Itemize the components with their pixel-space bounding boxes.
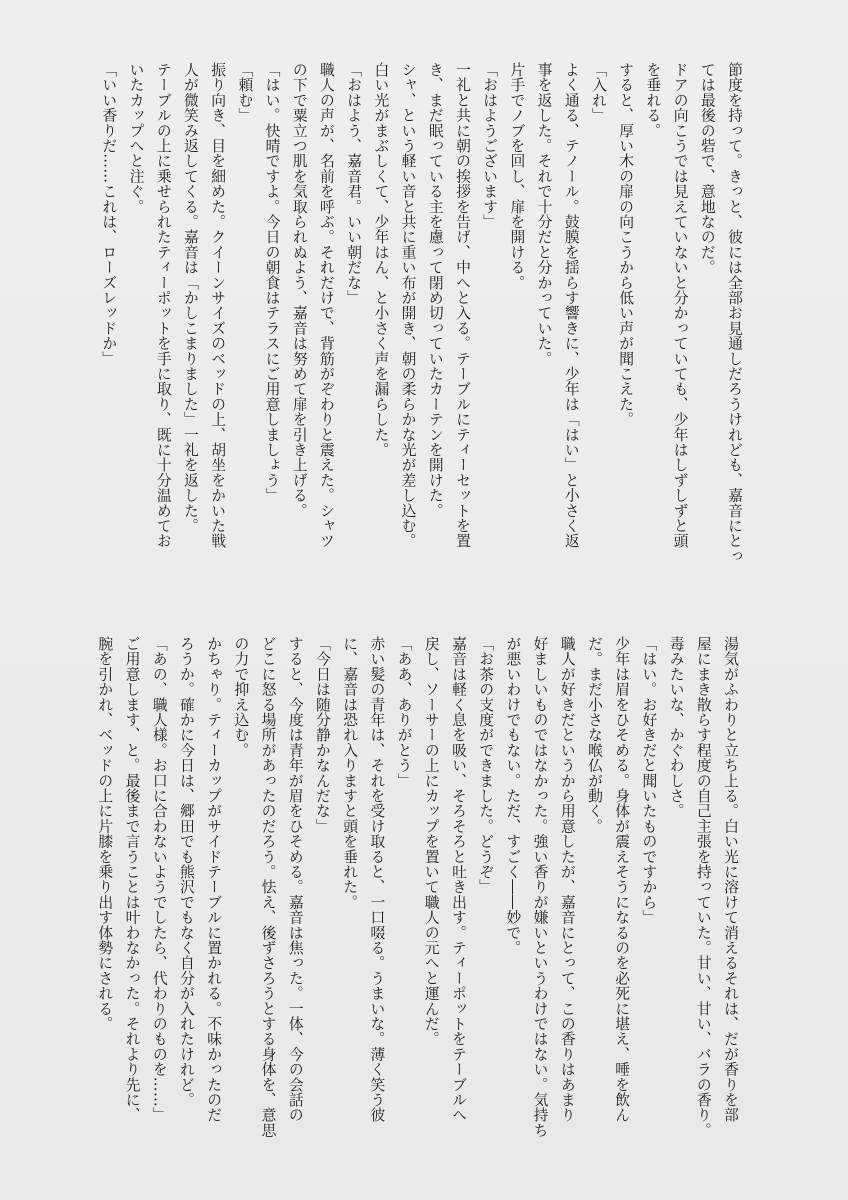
text-line: 職人が好きだというから用意したが、嘉音にとって、この香りはあまり xyxy=(558,636,576,1123)
text-line: 「おはよう、嘉音君。いい朝だな」 xyxy=(345,62,363,306)
text-line: テーブルの上に乗せられたティーポットを手に取り、既に十分温めてお xyxy=(154,62,172,549)
text-line: 「はい。快晴ですよ。今日の朝食はテラスにご用意しましょう」 xyxy=(263,62,281,503)
text-line: かちゃり。ティーカップがサイドテーブルに置かれる。不味かったのだ xyxy=(205,636,223,1123)
text-line: の力で抑え込む。 xyxy=(232,636,250,758)
text-line: 一礼と共に朝の挨拶を告げ、中へと入る。テーブルにティーセットを置 xyxy=(453,62,471,549)
text-line: シャ、という軽い音と共に重い布が開き、朝の柔らかな光が差し込む。 xyxy=(399,62,417,549)
text-line: ては最後の砦で、意地なのだ。 xyxy=(698,62,716,275)
lower-text-block xyxy=(91,636,744,1156)
text-line: いたカップへと注ぐ。 xyxy=(127,62,145,214)
text-line: 好ましいものではなかった。強い香りが嫌いというわけではない。気持ち xyxy=(531,636,549,1138)
upper-text-block xyxy=(95,62,748,582)
text-line: だ。まだ小さな喉仏が動く。 xyxy=(585,636,603,834)
text-line: どこに怒る場所があったのだろう。怯え、後ずさろうとする身体を、意思 xyxy=(259,636,277,1138)
text-line: 屋にまき散らす程度の自己主張を持っていた。甘い、甘い、バラの香り。 xyxy=(694,636,712,1138)
text-line: 事を返した。それで十分だと分かっていた。 xyxy=(535,62,553,366)
text-line: 白い光がまぶしくて、少年はん、と小さく声を漏らした。 xyxy=(372,62,390,458)
text-line: の下で粟立つ肌を気取られぬよう、嘉音は努めて扉を引き上げる。 xyxy=(290,62,308,518)
text-line: 「頼む」 xyxy=(236,62,254,123)
text-line: ご用意します、と。最後まで言うことは叶わなかった。それより先に、 xyxy=(123,636,141,1123)
text-line: すると、厚い木の扉の向こうから低い声が聞こえた。 xyxy=(617,62,635,427)
text-line: 「今日は随分静かなんだな」 xyxy=(313,636,331,834)
text-line: 嘉音は軽く息を吸い、そろそろと吐き出す。ティーポットをテーブルへ xyxy=(449,636,467,1123)
text-line: 人が微笑み返してくる。嘉音は「かしこまりました」一礼を返した。 xyxy=(181,62,199,534)
text-line: 赤い髪の青年は、それを受け取ると、一口啜る。うまいな。薄く笑う彼 xyxy=(368,636,386,1123)
text-line: き、まだ眠っている主を慮って閉め切っていたカーテンを開けた。 xyxy=(426,62,444,518)
text-line: 節度を持って。きっと、彼には全部お見通しだろうけれども、嘉音にとっ xyxy=(726,62,743,564)
text-line: 職人の声が、名前を呼ぶ。それだけで、背筋がぞわりと震えた。シャツ xyxy=(317,62,335,549)
text-line: 振り向き、目を細めた。クイーンサイズのベッドの上、胡坐をかいた戦 xyxy=(209,62,227,549)
text-line: 「入れ」 xyxy=(589,62,607,123)
text-line: よく通る、テノール。鼓膜を揺らす響きに、少年は「はい」と小さく返 xyxy=(562,62,580,549)
text-line: ろうか。確かに今日は、郷田でも熊沢でもなく自分が入れたけれど。 xyxy=(177,636,195,1108)
text-line: 片手でノブを回し、扉を開ける。 xyxy=(508,62,526,290)
text-line: 「はい。お好きだと聞いたものですから」 xyxy=(640,636,658,925)
text-line: 腕を引かれ、ベッドの上に片膝を乗り出す体勢にされる。 xyxy=(96,636,114,1032)
text-line: 「おはようございます」 xyxy=(481,62,499,230)
text-line: が悪いわけでもない。ただ、すごく――妙で。 xyxy=(504,636,522,956)
text-line: 「いい香りだ……これは、ローズレッドか」 xyxy=(100,62,118,366)
text-line: を垂れる。 xyxy=(644,62,662,138)
text-line: に、嘉音は恐れ入りますと頭を垂れた。 xyxy=(341,636,359,910)
text-line: 少年は眉をひそめる。身体が震えそうになるのを必死に堪え、唾を飲ん xyxy=(613,636,631,1123)
text-line: 湯気がふわりと立ち上る。白い光に溶けて消えるそれは、だが香りを部 xyxy=(722,636,739,1123)
text-line: 戻し、ソーサーの上にカップを置いて職人の元へと運んだ。 xyxy=(422,636,440,1047)
text-line: 「ああ、ありがとう」 xyxy=(395,636,413,788)
text-line: 「お茶の支度ができました。どうぞ」 xyxy=(477,636,495,895)
text-line: 毒みたいな、かぐわしさ。 xyxy=(667,636,685,819)
text-line: ドアの向こうでは見えていないと分かっていても、少年はしずしずと頭 xyxy=(671,62,689,549)
text-line: すると、今度は青年が眉をひそめる。嘉音は焦った。一体、今の会話の xyxy=(286,636,304,1123)
text-line: 「あの、職人様。お口に合わないようでしたら、代わりのものを……」 xyxy=(150,636,168,1123)
